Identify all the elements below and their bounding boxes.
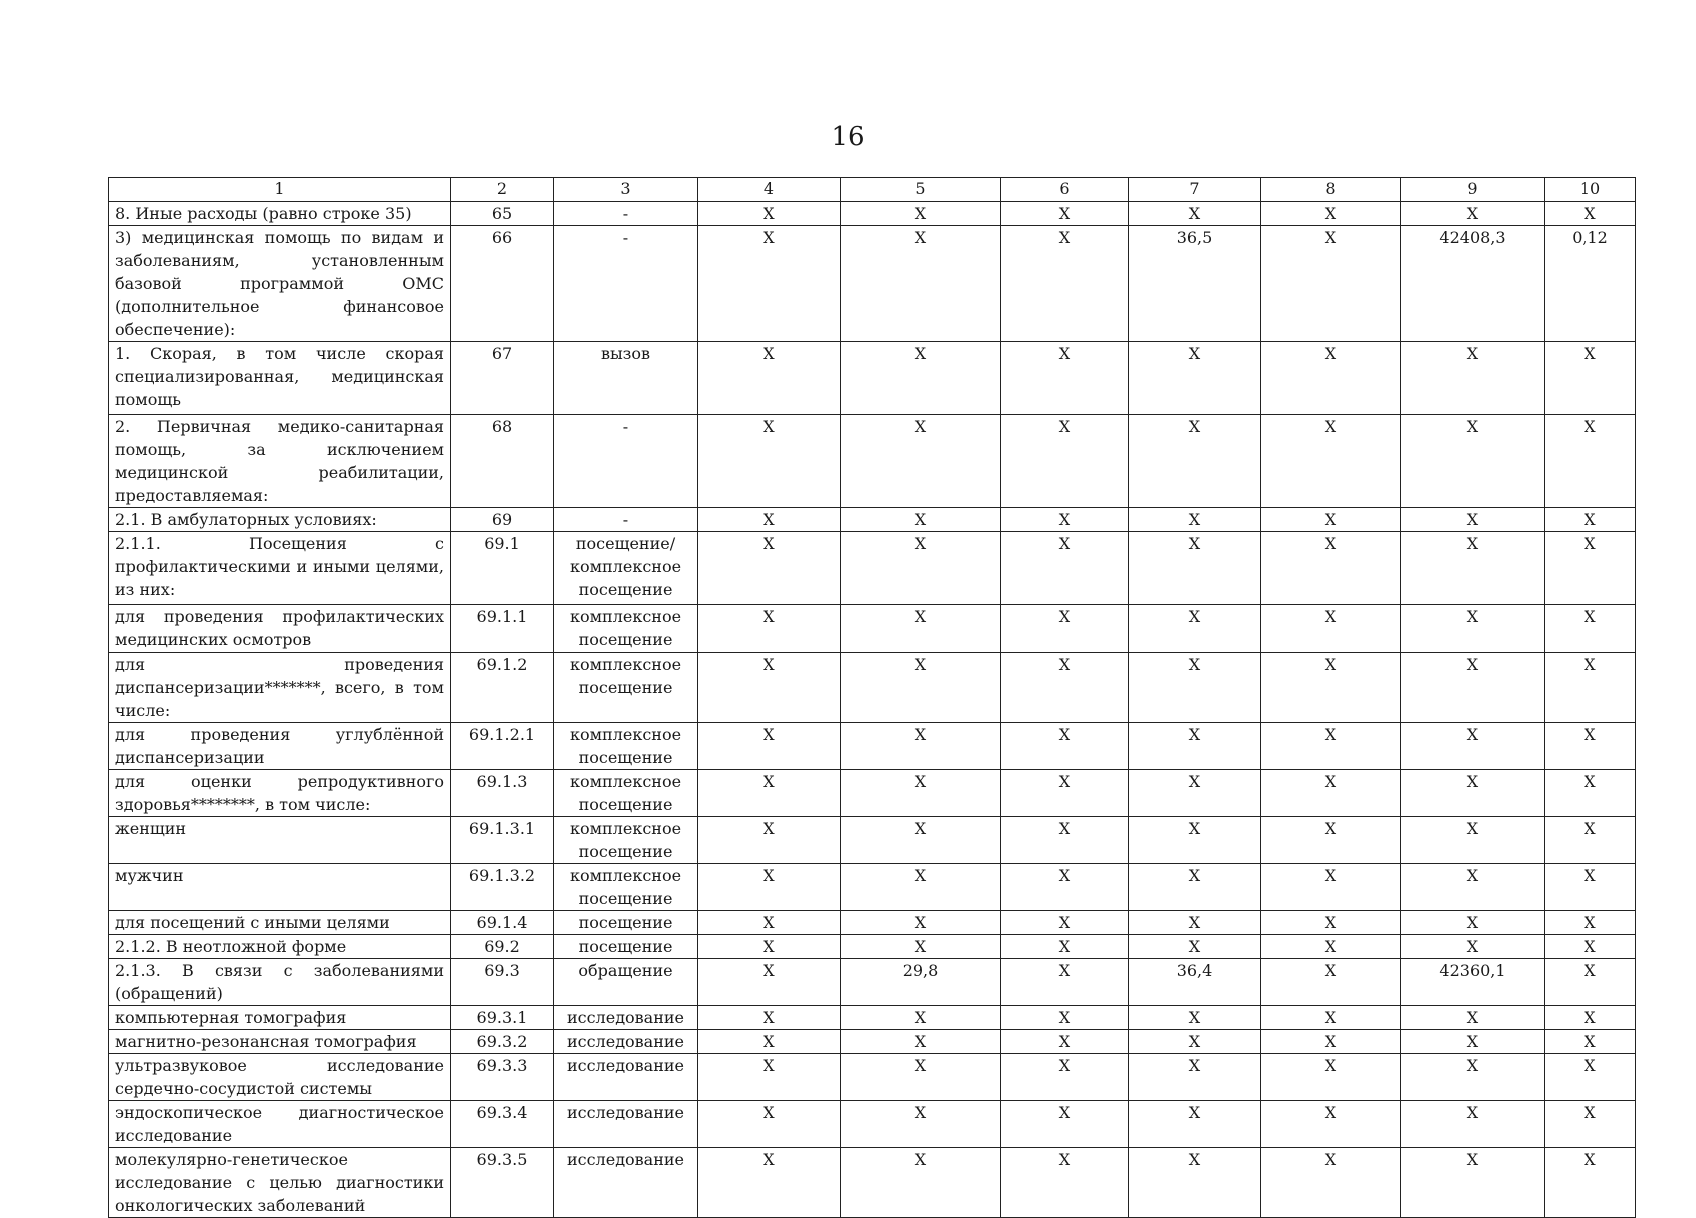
col-10-value: X (1545, 415, 1636, 508)
col-8-value: X (1261, 911, 1401, 935)
col-10-value: X (1545, 342, 1636, 415)
column-header: 4 (698, 178, 841, 202)
col-8-value: X (1261, 532, 1401, 605)
col-7-value: X (1129, 1054, 1261, 1101)
row-code: 69.1.2 (451, 653, 554, 723)
row-code: 69.3.5 (451, 1148, 554, 1218)
col-6-value: X (1001, 911, 1129, 935)
col-6-value: X (1001, 1148, 1129, 1218)
row-name: молекулярно-генетическое исследование с целью диагностики онкологических заболеваний (109, 1148, 451, 1218)
col-6-value: X (1001, 935, 1129, 959)
unit-of-measure: комплексное посещение (554, 770, 698, 817)
col-9-value: 42408,3 (1401, 226, 1545, 342)
column-header: 6 (1001, 178, 1129, 202)
col-4-value: X (698, 864, 841, 911)
col-7-value: X (1129, 342, 1261, 415)
col-8-value: X (1261, 1054, 1401, 1101)
data-table (108, 177, 1636, 1218)
row-name: мужчин (109, 864, 451, 911)
row-code: 69.3.4 (451, 1101, 554, 1148)
col-4-value: X (698, 508, 841, 532)
col-7-value: X (1129, 1148, 1261, 1218)
table-row (109, 226, 1636, 342)
col-5-value: X (841, 935, 1001, 959)
col-10-value: X (1545, 911, 1636, 935)
col-8-value: X (1261, 653, 1401, 723)
col-7-value: X (1129, 508, 1261, 532)
col-7-value: X (1129, 817, 1261, 864)
col-8-value: X (1261, 1006, 1401, 1030)
col-7-value: X (1129, 911, 1261, 935)
col-6-value: X (1001, 723, 1129, 770)
row-name: для оценки репродуктивного здоровья********, в том числе: (109, 770, 451, 817)
col-8-value: X (1261, 1101, 1401, 1148)
table-row (109, 532, 1636, 605)
col-5-value: X (841, 653, 1001, 723)
col-7-value: X (1129, 1030, 1261, 1054)
unit-of-measure: посещение (554, 935, 698, 959)
col-10-value: X (1545, 532, 1636, 605)
unit-of-measure: - (554, 415, 698, 508)
unit-of-measure: исследование (554, 1030, 698, 1054)
col-4-value: X (698, 1148, 841, 1218)
col-9-value: X (1401, 1030, 1545, 1054)
col-7-value: X (1129, 1101, 1261, 1148)
col-9-value: X (1401, 415, 1545, 508)
col-7-value: X (1129, 415, 1261, 508)
col-8-value: X (1261, 770, 1401, 817)
col-6-value: X (1001, 1006, 1129, 1030)
row-code: 69.3.1 (451, 1006, 554, 1030)
column-header: 1 (109, 178, 451, 202)
col-5-value: X (841, 1030, 1001, 1054)
col-9-value: X (1401, 817, 1545, 864)
unit-of-measure: - (554, 226, 698, 342)
col-6-value: X (1001, 605, 1129, 653)
col-6-value: X (1001, 1054, 1129, 1101)
col-6-value: X (1001, 415, 1129, 508)
col-5-value: 29,8 (841, 959, 1001, 1006)
col-6-value: X (1001, 770, 1129, 817)
col-6-value: X (1001, 959, 1129, 1006)
row-name: 3) медицинская помощь по видам и заболеваниям, установленным базовой программой ОМС (дополнительное финансовое обеспечение): (109, 226, 451, 342)
col-5-value: X (841, 770, 1001, 817)
column-header: 10 (1545, 178, 1636, 202)
col-9-value: X (1401, 723, 1545, 770)
col-8-value: X (1261, 723, 1401, 770)
col-4-value: X (698, 653, 841, 723)
header-row (109, 178, 1636, 202)
col-10-value: X (1545, 1054, 1636, 1101)
row-name: 2.1. В амбулаторных условиях: (109, 508, 451, 532)
unit-of-measure: - (554, 508, 698, 532)
col-4-value: X (698, 226, 841, 342)
col-4-value: X (698, 202, 841, 226)
col-4-value: X (698, 935, 841, 959)
col-10-value: X (1545, 864, 1636, 911)
unit-of-measure: вызов (554, 342, 698, 415)
col-8-value: X (1261, 864, 1401, 911)
table-row (109, 605, 1636, 653)
col-9-value: X (1401, 1101, 1545, 1148)
table-row (109, 653, 1636, 723)
col-4-value: X (698, 817, 841, 864)
col-9-value: X (1401, 653, 1545, 723)
col-7-value: X (1129, 935, 1261, 959)
column-header: 9 (1401, 178, 1545, 202)
unit-of-measure: посещение (554, 911, 698, 935)
row-name: для проведения диспансеризации*******, всего, в том числе: (109, 653, 451, 723)
row-code: 69.1.3.2 (451, 864, 554, 911)
col-6-value: X (1001, 226, 1129, 342)
col-6-value: X (1001, 653, 1129, 723)
row-name: женщин (109, 817, 451, 864)
col-4-value: X (698, 532, 841, 605)
column-header: 3 (554, 178, 698, 202)
col-7-value: X (1129, 770, 1261, 817)
row-code: 69.1.4 (451, 911, 554, 935)
row-name: эндоскопическое диагностическое исследование (109, 1101, 451, 1148)
unit-of-measure: комплексное посещение (554, 653, 698, 723)
page-number: 16 (831, 122, 865, 152)
column-header: 8 (1261, 178, 1401, 202)
col-5-value: X (841, 508, 1001, 532)
col-7-value: X (1129, 1006, 1261, 1030)
col-7-value: X (1129, 723, 1261, 770)
col-6-value: X (1001, 508, 1129, 532)
col-6-value: X (1001, 817, 1129, 864)
col-10-value: X (1545, 1006, 1636, 1030)
col-8-value: X (1261, 1030, 1401, 1054)
col-10-value: X (1545, 1030, 1636, 1054)
col-10-value: X (1545, 202, 1636, 226)
col-8-value: X (1261, 342, 1401, 415)
col-7-value: X (1129, 605, 1261, 653)
unit-of-measure: обращение (554, 959, 698, 1006)
row-name: 2. Первичная медико-санитарная помощь, за исключением медицинской реабилитации, предоставляемая: (109, 415, 451, 508)
row-name: для посещений с иными целями (109, 911, 451, 935)
col-9-value: X (1401, 911, 1545, 935)
col-6-value: X (1001, 864, 1129, 911)
col-4-value: X (698, 342, 841, 415)
row-code: 69.3.3 (451, 1054, 554, 1101)
col-7-value: 36,4 (1129, 959, 1261, 1006)
unit-of-measure: исследование (554, 1101, 698, 1148)
row-code: 68 (451, 415, 554, 508)
col-9-value: X (1401, 605, 1545, 653)
row-code: 69.3 (451, 959, 554, 1006)
col-8-value: X (1261, 508, 1401, 532)
table-row (109, 508, 1636, 532)
col-4-value: X (698, 605, 841, 653)
col-5-value: X (841, 532, 1001, 605)
col-10-value: X (1545, 1148, 1636, 1218)
row-code: 69.1.1 (451, 605, 554, 653)
col-5-value: X (841, 605, 1001, 653)
table-row (109, 959, 1636, 1006)
row-name: 2.1.3. В связи с заболеваниями (обращений) (109, 959, 451, 1006)
row-name: 2.1.2. В неотложной форме (109, 935, 451, 959)
col-5-value: X (841, 817, 1001, 864)
col-5-value: X (841, 864, 1001, 911)
col-4-value: X (698, 1101, 841, 1148)
col-4-value: X (698, 911, 841, 935)
col-5-value: X (841, 415, 1001, 508)
unit-of-measure: исследование (554, 1006, 698, 1030)
table-row (109, 1101, 1636, 1148)
col-8-value: X (1261, 935, 1401, 959)
table-row (109, 864, 1636, 911)
row-code: 69.1.2.1 (451, 723, 554, 770)
col-4-value: X (698, 415, 841, 508)
col-10-value: X (1545, 770, 1636, 817)
row-code: 66 (451, 226, 554, 342)
column-header: 7 (1129, 178, 1261, 202)
col-9-value: X (1401, 532, 1545, 605)
row-code: 69.1.3 (451, 770, 554, 817)
row-code: 69.1 (451, 532, 554, 605)
row-name: компьютерная томография (109, 1006, 451, 1030)
col-5-value: X (841, 226, 1001, 342)
unit-of-measure: - (554, 202, 698, 226)
col-9-value: X (1401, 342, 1545, 415)
col-5-value: X (841, 1148, 1001, 1218)
col-10-value: 0,12 (1545, 226, 1636, 342)
col-7-value: X (1129, 202, 1261, 226)
col-5-value: X (841, 1006, 1001, 1030)
col-7-value: X (1129, 532, 1261, 605)
col-9-value: 42360,1 (1401, 959, 1545, 1006)
row-code: 69.2 (451, 935, 554, 959)
col-7-value: 36,5 (1129, 226, 1261, 342)
table-row (109, 770, 1636, 817)
unit-of-measure: комплексное посещение (554, 817, 698, 864)
unit-of-measure: исследование (554, 1148, 698, 1218)
col-6-value: X (1001, 532, 1129, 605)
col-10-value: X (1545, 959, 1636, 1006)
row-name: 1. Скорая, в том числе скорая специализированная, медицинская помощь (109, 342, 451, 415)
col-5-value: X (841, 1101, 1001, 1148)
table-row (109, 415, 1636, 508)
col-4-value: X (698, 959, 841, 1006)
table-row (109, 723, 1636, 770)
col-4-value: X (698, 1006, 841, 1030)
unit-of-measure: комплексное посещение (554, 605, 698, 653)
row-name: ультразвуковое исследование сердечно-сосудистой системы (109, 1054, 451, 1101)
col-8-value: X (1261, 1148, 1401, 1218)
row-code: 65 (451, 202, 554, 226)
col-5-value: X (841, 911, 1001, 935)
col-4-value: X (698, 770, 841, 817)
table-row (109, 1148, 1636, 1218)
col-8-value: X (1261, 605, 1401, 653)
col-9-value: X (1401, 864, 1545, 911)
unit-of-measure: посещение/ комплексное посещение (554, 532, 698, 605)
col-8-value: X (1261, 202, 1401, 226)
col-6-value: X (1001, 342, 1129, 415)
row-code: 67 (451, 342, 554, 415)
column-header: 5 (841, 178, 1001, 202)
row-name: для проведения углублённой диспансеризации (109, 723, 451, 770)
unit-of-measure: комплексное посещение (554, 864, 698, 911)
col-10-value: X (1545, 723, 1636, 770)
col-6-value: X (1001, 1030, 1129, 1054)
col-8-value: X (1261, 959, 1401, 1006)
table-row (109, 817, 1636, 864)
col-9-value: X (1401, 202, 1545, 226)
row-code: 69.1.3.1 (451, 817, 554, 864)
col-5-value: X (841, 202, 1001, 226)
col-8-value: X (1261, 817, 1401, 864)
table-row (109, 1006, 1636, 1030)
row-code: 69 (451, 508, 554, 532)
col-5-value: X (841, 1054, 1001, 1101)
col-7-value: X (1129, 653, 1261, 723)
row-code: 69.3.2 (451, 1030, 554, 1054)
col-9-value: X (1401, 1006, 1545, 1030)
table-row (109, 935, 1636, 959)
col-5-value: X (841, 723, 1001, 770)
col-8-value: X (1261, 226, 1401, 342)
col-10-value: X (1545, 1101, 1636, 1148)
table-row (109, 1054, 1636, 1101)
row-name: магнитно-резонансная томография (109, 1030, 451, 1054)
table-row (109, 1030, 1636, 1054)
column-header: 2 (451, 178, 554, 202)
col-6-value: X (1001, 202, 1129, 226)
row-name: 2.1.1. Посещения с профилактическими и иными целями, из них: (109, 532, 451, 605)
col-5-value: X (841, 342, 1001, 415)
col-4-value: X (698, 1030, 841, 1054)
col-10-value: X (1545, 935, 1636, 959)
col-9-value: X (1401, 935, 1545, 959)
table-row (109, 342, 1636, 415)
col-9-value: X (1401, 1148, 1545, 1218)
unit-of-measure: комплексное посещение (554, 723, 698, 770)
row-name: для проведения профилактических медицинских осмотров (109, 605, 451, 653)
col-8-value: X (1261, 415, 1401, 508)
table-row (109, 911, 1636, 935)
col-4-value: X (698, 723, 841, 770)
col-9-value: X (1401, 770, 1545, 817)
col-9-value: X (1401, 1054, 1545, 1101)
table-body (109, 202, 1636, 1218)
col-4-value: X (698, 1054, 841, 1101)
row-name: 8. Иные расходы (равно строке 35) (109, 202, 451, 226)
unit-of-measure: исследование (554, 1054, 698, 1101)
table-row (109, 202, 1636, 226)
col-9-value: X (1401, 508, 1545, 532)
col-10-value: X (1545, 605, 1636, 653)
col-10-value: X (1545, 653, 1636, 723)
col-10-value: X (1545, 508, 1636, 532)
col-10-value: X (1545, 817, 1636, 864)
col-7-value: X (1129, 864, 1261, 911)
col-6-value: X (1001, 1101, 1129, 1148)
